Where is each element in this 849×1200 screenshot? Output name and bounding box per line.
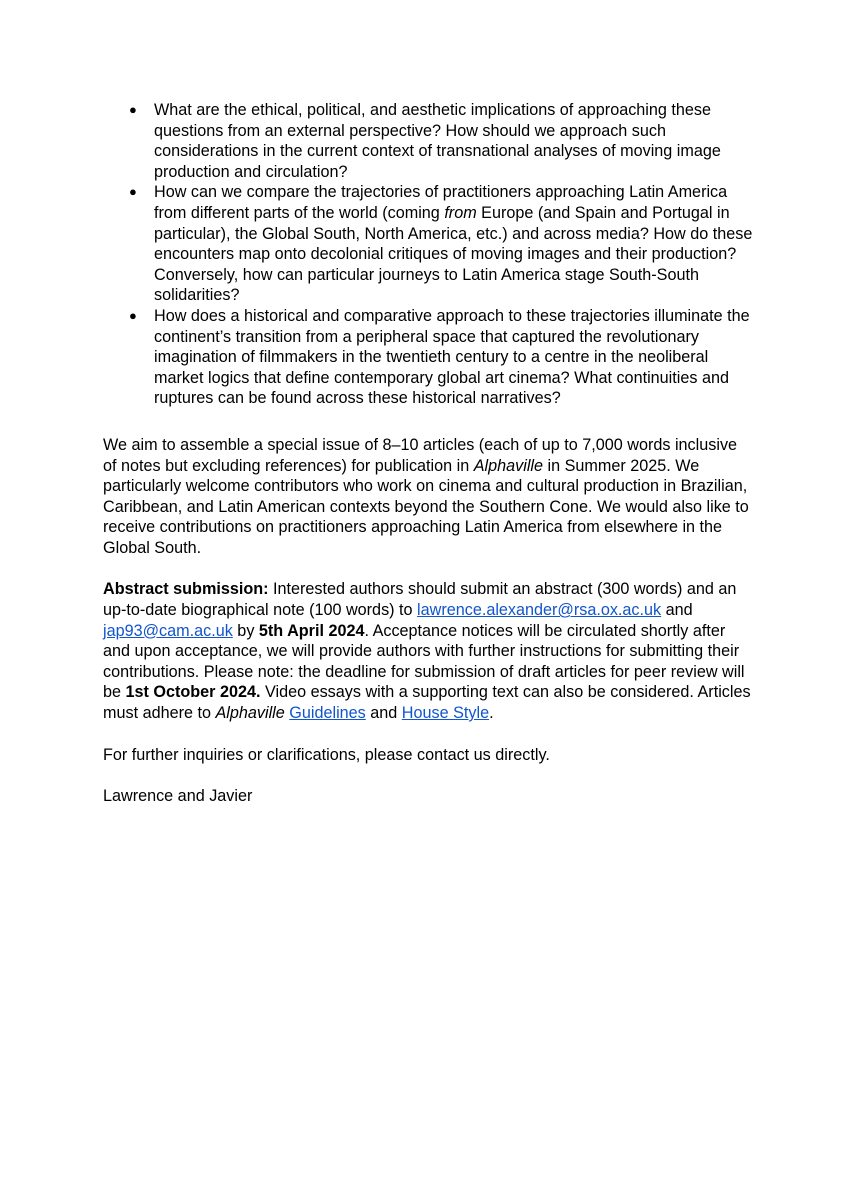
draft-deadline: 1st October 2024. bbox=[125, 683, 261, 702]
aim-text: in Summer 2025. We particularly welcome contributors who work on cinema and cultural production in Brazilian, Caribbean, and Latin American contexts beyond the Southern Cone. We would also like to receive contributions on practitioners approaching Latin America from elsewhere in the Global South. bbox=[103, 456, 749, 557]
bullet-text bbox=[154, 183, 752, 304]
abstract-text: by bbox=[232, 621, 259, 640]
abstract-text: and bbox=[661, 601, 693, 620]
aim-paragraph bbox=[103, 435, 753, 559]
bullet-text: How does a historical and comparative approach to these trajectories illuminate the continent’s transition from a peripheral space that captured the revolutionary imagination of filmmakers in the twentieth century to a centre in the neoliberal market logics that define contemporary global art cinema? What continuities and ruptures can be found across these historical narratives? bbox=[154, 306, 750, 408]
house-style-link[interactable]: House Style bbox=[401, 704, 490, 723]
bullet-icon: ● bbox=[129, 102, 137, 117]
list-item bbox=[103, 182, 753, 306]
abstract-text: . bbox=[489, 704, 494, 723]
bullet-text-italic: from bbox=[444, 203, 477, 222]
inquiries-paragraph: For further inquiries or clarifications, please contact us directly. bbox=[103, 745, 550, 764]
bullet-text-part: Europe (and Spain and Portugal in particular), the Global South, North America, etc.) and across media? How do these encounters map onto decolonial critiques of moving images and their production? Conversely, how can particular journeys to Latin America stage South-South solidarities? bbox=[154, 203, 753, 305]
journal-name: Alphaville bbox=[215, 704, 285, 723]
abstract-paragraph bbox=[103, 579, 753, 723]
abstract-label: Abstract submission: bbox=[103, 580, 269, 599]
aim-text: We aim to assemble a special issue of 8–10 articles (each of up to 7,000 words inclusive of notes but excluding references) for publication in bbox=[103, 435, 738, 475]
list-item bbox=[103, 100, 753, 182]
abstract-text: . Acceptance notices will be circulated shortly after and upon acceptance, we will provide authors with further instructions for submitting their contributions. Please note: the deadline for submission of draft articles for peer review will be bbox=[103, 621, 745, 702]
abstract-deadline: 5th April 2024 bbox=[258, 621, 365, 640]
signoff: Lawrence and Javier bbox=[103, 787, 253, 806]
document-body bbox=[103, 100, 753, 807]
list-item bbox=[103, 306, 753, 409]
abstract-text: and bbox=[365, 704, 402, 723]
email-link-javier[interactable]: jap93@cam.ac.uk bbox=[103, 621, 233, 640]
guidelines-link[interactable]: Guidelines bbox=[289, 704, 366, 723]
question-list bbox=[103, 100, 753, 409]
journal-name: Alphaville bbox=[473, 456, 544, 475]
email-link-lawrence[interactable]: lawrence.alexander@rsa.ox.ac.uk bbox=[417, 601, 662, 620]
bullet-icon: ● bbox=[129, 184, 137, 200]
bullet-icon: ● bbox=[129, 307, 137, 323]
abstract-text: Video essays with a supporting text can also be considered. Articles must adhere to bbox=[103, 683, 751, 723]
bullet-text-part: How can we compare the trajectories of practitioners approaching Latin America from different parts of the world (coming bbox=[154, 183, 728, 222]
bullet-text: What are the ethical, political, and aesthetic implications of approaching these questions from an external perspective? How should we approach such considerations in the current context of transnational analyses of moving image production and circulation? bbox=[154, 101, 721, 181]
abstract-text: Interested authors should submit an abstract (300 words) and an up-to-date biographical note (100 words) to bbox=[103, 580, 737, 620]
